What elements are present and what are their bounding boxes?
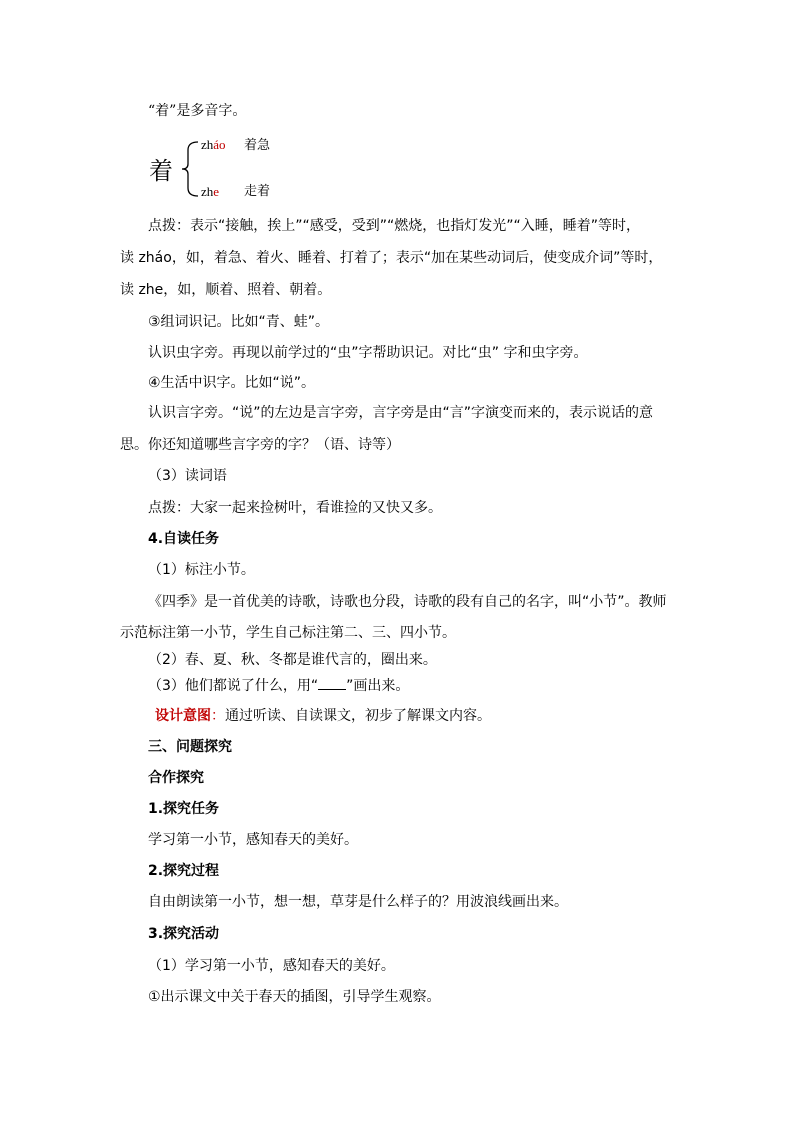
dianbo1-line2: 读 zháo，如，着急、着火、睡着、打着了；表示“加在某些动词后，使变成介词”等时， — [120, 250, 663, 266]
pinyin-zhe-base: zh — [201, 184, 214, 199]
pinyin-zhe-tone: e — [213, 184, 220, 199]
item3-desc: 认识虫字旁。再现以前学过的“虫”字帮助识记。对比“虫” 字和虫字旁。 — [148, 345, 588, 361]
activity-1: （1）学习第一小节，感知春天的美好。 — [148, 958, 395, 974]
design-label: 设计意图 — [155, 708, 211, 724]
dianbo1-line1: 点拨：表示“接触，挨上”“感受，受到”“燃烧，也指灯发光”“入睡，睡着”等时， — [148, 218, 641, 234]
pinyin-zhao-tone: áo — [213, 137, 226, 152]
item4-desc-line2: 思。你还知道哪些言字旁的字？（语、诗等） — [120, 437, 400, 453]
task4-3-pre: （3）他们都说了什么，用“ — [148, 678, 319, 694]
task4-1: （1）标注小节。 — [148, 562, 255, 578]
activity-1-a: ①出示课文中关于春天的插图，引导学生观察。 — [148, 989, 441, 1005]
task4-2: （2）春、夏、秋、冬都是谁代言的，圈出来。 — [148, 652, 437, 668]
item3-heading: ③组词识记。比如“青、蛙”。 — [148, 314, 330, 330]
item4-heading: ④生活中识字。比如“说”。 — [148, 375, 316, 391]
section3-heading: 三、问题探究 — [148, 739, 232, 755]
task4-title: 4.自读任务 — [148, 531, 220, 547]
dianbo2: 点拨：大家一起来捡树叶，看谁捡的又快又多。 — [148, 500, 442, 516]
design-text: 通过听读、自读课文，初步了解课文内容。 — [225, 708, 491, 724]
word-zhaoji: 着急 — [244, 138, 271, 153]
underline-blank — [318, 677, 346, 690]
intro-text: “着”是多音字。 — [148, 103, 247, 119]
design-colon: ： — [211, 708, 225, 724]
item4-desc-line1: 认识言字旁。“说”的左边是言字旁，言字旁是由“言”字演变而来的，表示说话的意 — [148, 405, 654, 421]
task4-1-desc-line2: 示范标注第一小节，学生自己标注第二、三、四小节。 — [120, 625, 456, 641]
task4-3 — [148, 676, 409, 696]
coop-heading: 合作探究 — [148, 770, 204, 786]
pinyin-zhao — [201, 136, 226, 154]
pinyin-zhao-base: zh — [201, 137, 214, 152]
explore-activity-title: 3.探究活动 — [148, 926, 220, 942]
read-words: （3）读词语 — [148, 468, 227, 484]
polyphone-char: 着 — [149, 157, 173, 185]
task4-3-post: ”画出来。 — [346, 678, 410, 694]
explore-process-text: 自由朗读第一小节，想一想，草芽是什么样子的？用波浪线画出来。 — [148, 894, 568, 910]
explore-task-title: 1.探究任务 — [148, 801, 220, 817]
task4-1-desc-line1: 《四季》是一首优美的诗歌，诗歌也分段，诗歌的段有自己的名字，叫“小节”。教师 — [148, 594, 667, 610]
design-intent — [155, 706, 491, 726]
explore-task-text: 学习第一小节，感知春天的美好。 — [148, 832, 358, 848]
dianbo1-line3: 读 zhe，如，顺着、照着、朝着。 — [120, 282, 332, 298]
word-zouzhe: 走着 — [244, 184, 271, 199]
explore-process-title: 2.探究过程 — [148, 863, 220, 879]
pinyin-zhe — [201, 183, 219, 201]
